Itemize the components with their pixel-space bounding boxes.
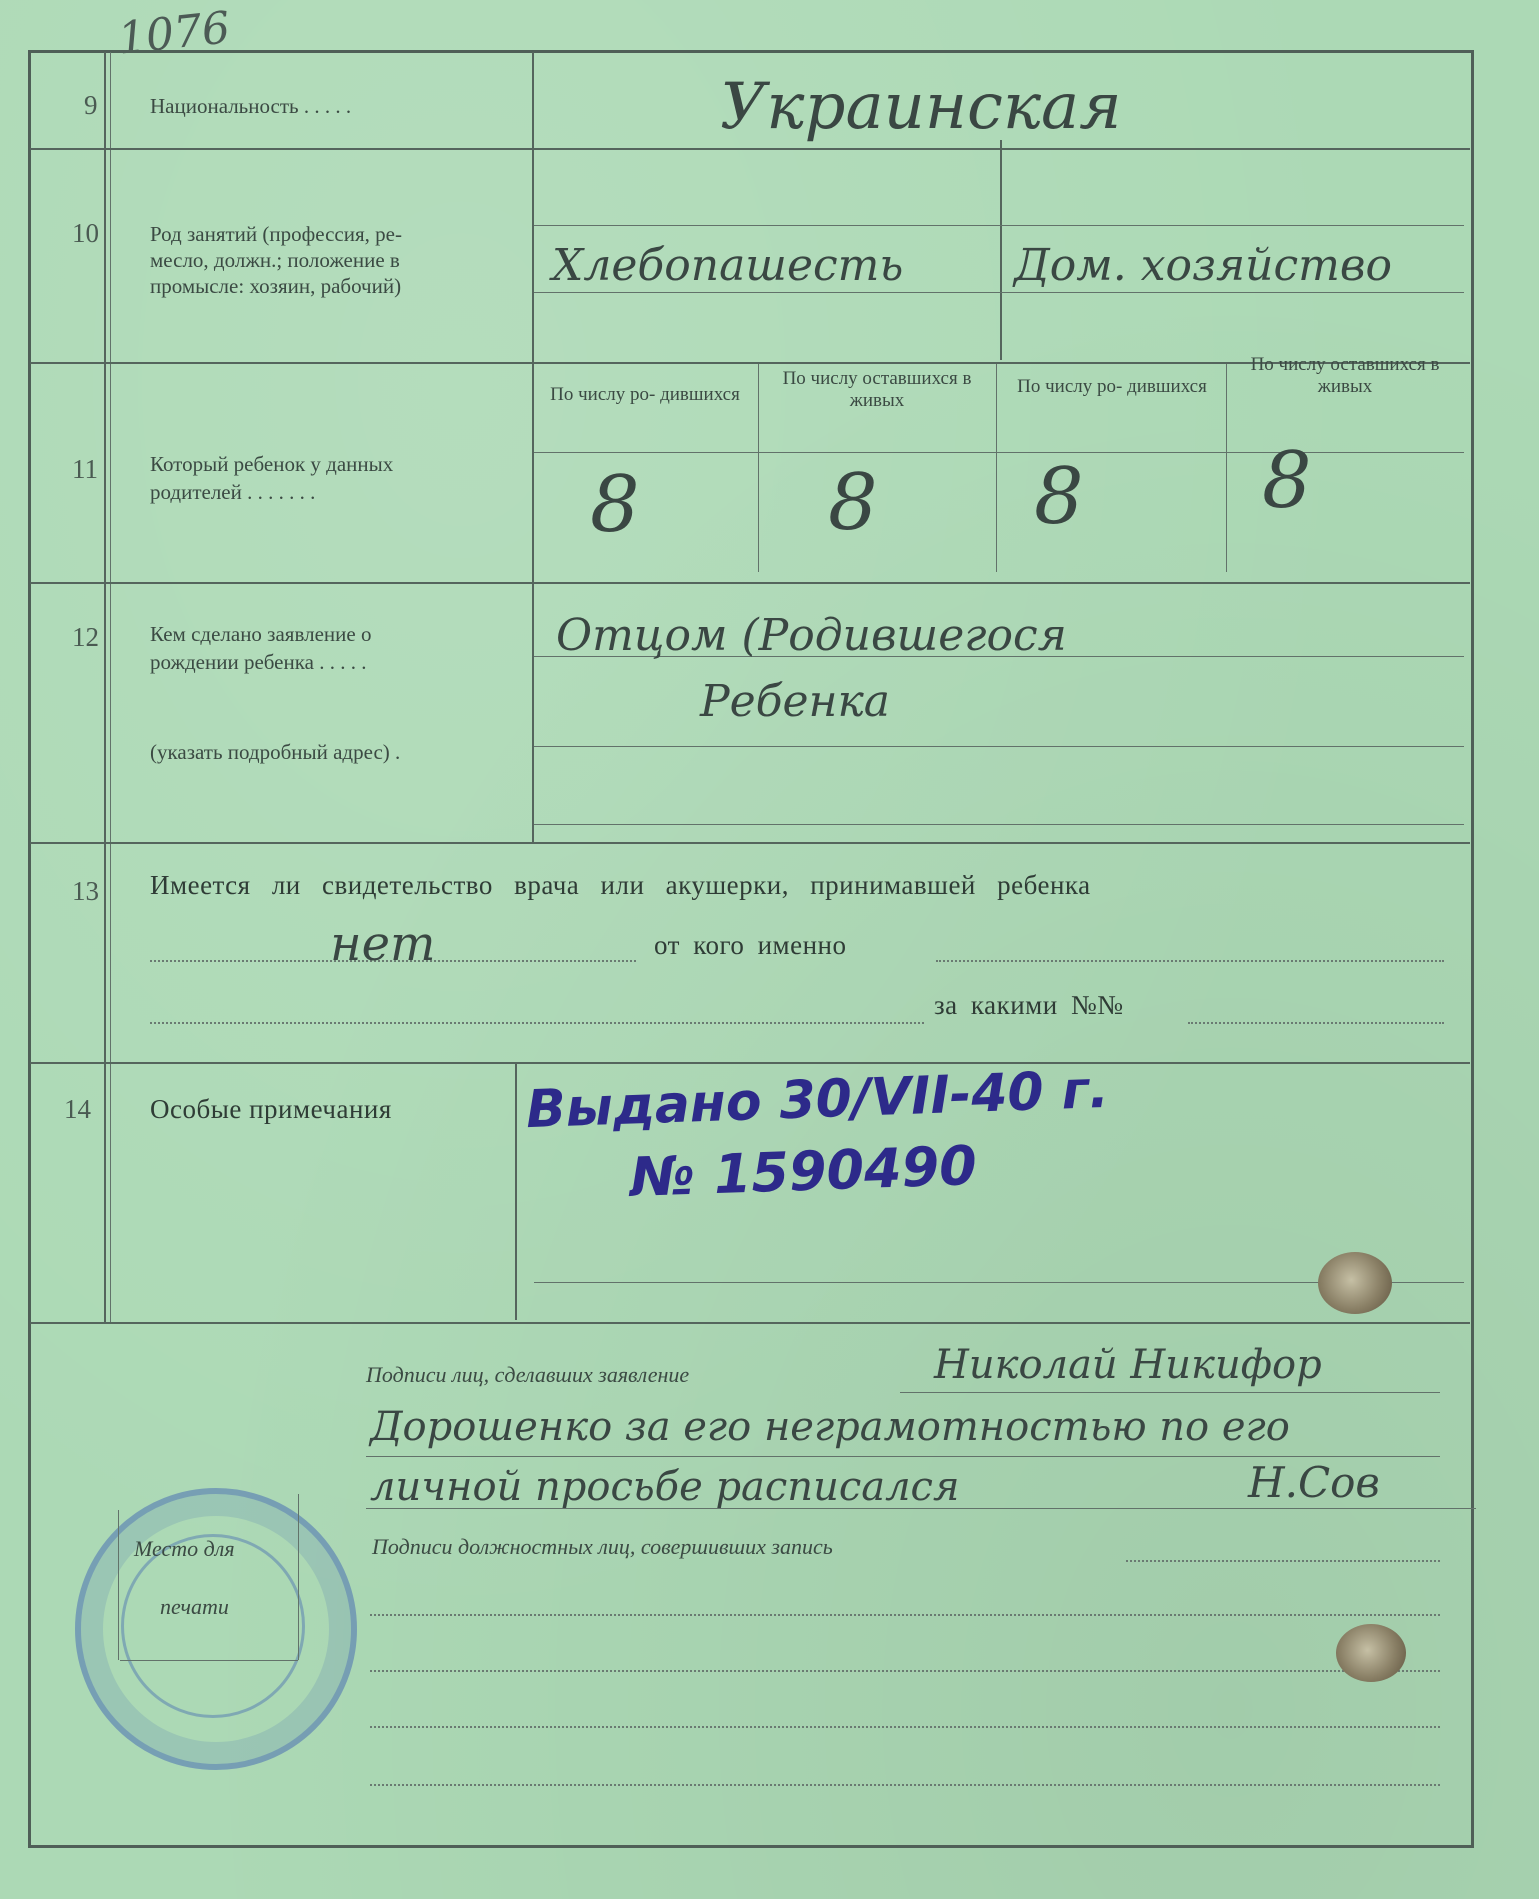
special-notes-number: № 1590490 [629,1133,978,1210]
signatures-applicants-label: Подписи лиц, сделавших заявление [366,1362,690,1387]
signature-line-1 [900,1392,1440,1393]
row-divider-12 [30,842,1470,844]
archive-number: 1076 [115,2,233,65]
row-label-declarant-1: Кем сделано заявление о [150,622,372,646]
special-notes-issued: Выдано 30/VII-40 г. [525,1059,1110,1141]
stamp-inner-ring [121,1534,305,1718]
applicant-signature-1: Николай Никифор [934,1342,1322,1388]
row-label-occupation-2: месло, должн.; положение в [150,248,400,272]
row10-midline [534,225,1464,226]
row-label-child-order-1: Который ребенок у данных [150,452,394,476]
row-number-9: 9 [84,90,98,120]
child-count-born-1: 8 [590,460,640,550]
row-label-occupation-1: Род занятий (профессия, ре- [150,222,402,246]
row-label-address-note: (указать подробный адрес) . [150,740,401,764]
applicant-signature-2: Дорошенко за его неграмотностью по его [370,1404,1290,1450]
declarant-value-2: Ребенка [700,676,891,727]
certificate-value: нет [330,916,436,972]
stamp-box-right [298,1494,299,1660]
signatures-officials-label: Подписи должностных лиц, совершивших запись [372,1534,833,1559]
row12-line-2 [534,746,1464,747]
subcol-divider-3 [1226,362,1227,572]
row-label-occupation-3: промысле: хозяин, рабочий) [150,274,402,298]
row-divider-14 [30,1322,1470,1324]
paper-hole-1 [1318,1252,1392,1314]
signature-line-2 [366,1456,1440,1457]
col-header-alive-2: По числу оставшихся в живых [1250,354,1440,397]
official-line-3 [370,1670,1440,1672]
child-count-born-2: 8 [1034,452,1084,542]
row12-line-3 [534,824,1464,825]
label-column-divider-row14 [515,1062,517,1320]
nationality-value: Украинская [720,70,1122,144]
row10-baseline [534,292,1464,293]
row-label-certificate: Имеется ли свидетельство врача или акушерки, принимавшей ребенка [150,870,1091,900]
stamp-box-bottom [120,1660,298,1661]
row13-line-1b [936,960,1444,962]
row13-line-2a [150,1022,924,1024]
label-column-divider [532,52,534,842]
row-divider-9 [30,148,1470,150]
row-number-13: 13 [72,876,99,906]
declarant-value-1: Отцом (Родившегося [556,610,1067,661]
row-divider-13 [30,1062,1470,1064]
row-divider-11 [30,582,1470,584]
subcol-divider-1 [758,362,759,572]
applicant-signature-3: личной просьбе расписался [370,1464,960,1510]
value-column-divider-10 [1000,140,1002,360]
paper-hole-2 [1336,1624,1406,1682]
stamp-place-label-1: Место для [134,1536,235,1561]
row-number-12: 12 [72,622,99,652]
row-label-declarant-2: рождении ребенка . . . . . [150,650,367,674]
row11-header-line [534,452,1464,453]
row-number-10: 10 [72,218,99,248]
certificate-numbers-label: за какими №№ [934,990,1124,1020]
official-line-1 [1126,1560,1440,1562]
col-header-born-2: По числу ро- дившихся [1017,376,1207,397]
row13-line-2b [1188,1022,1444,1024]
official-line-2 [370,1614,1440,1616]
col-header-born-1: По числу ро- дившихся [550,384,740,405]
child-count-alive-1: 8 [828,458,878,548]
row-label-child-order-2: родителей . . . . . . . [150,480,316,504]
official-line-5 [370,1784,1440,1786]
row-label-special-notes: Особые примечания [150,1094,392,1124]
signature-line-3 [366,1508,1476,1509]
occupation-father-value: Хлебопашесть [552,240,904,291]
row-number-11: 11 [72,454,98,484]
applicant-signature-mark: Н.Сов [1248,1458,1380,1507]
occupation-mother-value: Дом. хозяйство [1014,240,1392,291]
row-label-nationality: Национальность . . . . . [150,94,352,118]
stamp-box-left [118,1510,119,1660]
official-line-4 [370,1726,1440,1728]
certificate-from-whom-label: от кого именно [654,930,847,960]
stamp-place-label-2: печати [160,1594,229,1619]
col-header-alive-1: По числу оставшихся в живых [782,368,972,411]
subcol-divider-2 [996,362,997,572]
number-column-divider [104,52,106,1322]
number-column-divider-2 [110,52,111,1322]
child-count-alive-2: 8 [1262,436,1312,526]
row-number-14: 14 [64,1094,91,1124]
